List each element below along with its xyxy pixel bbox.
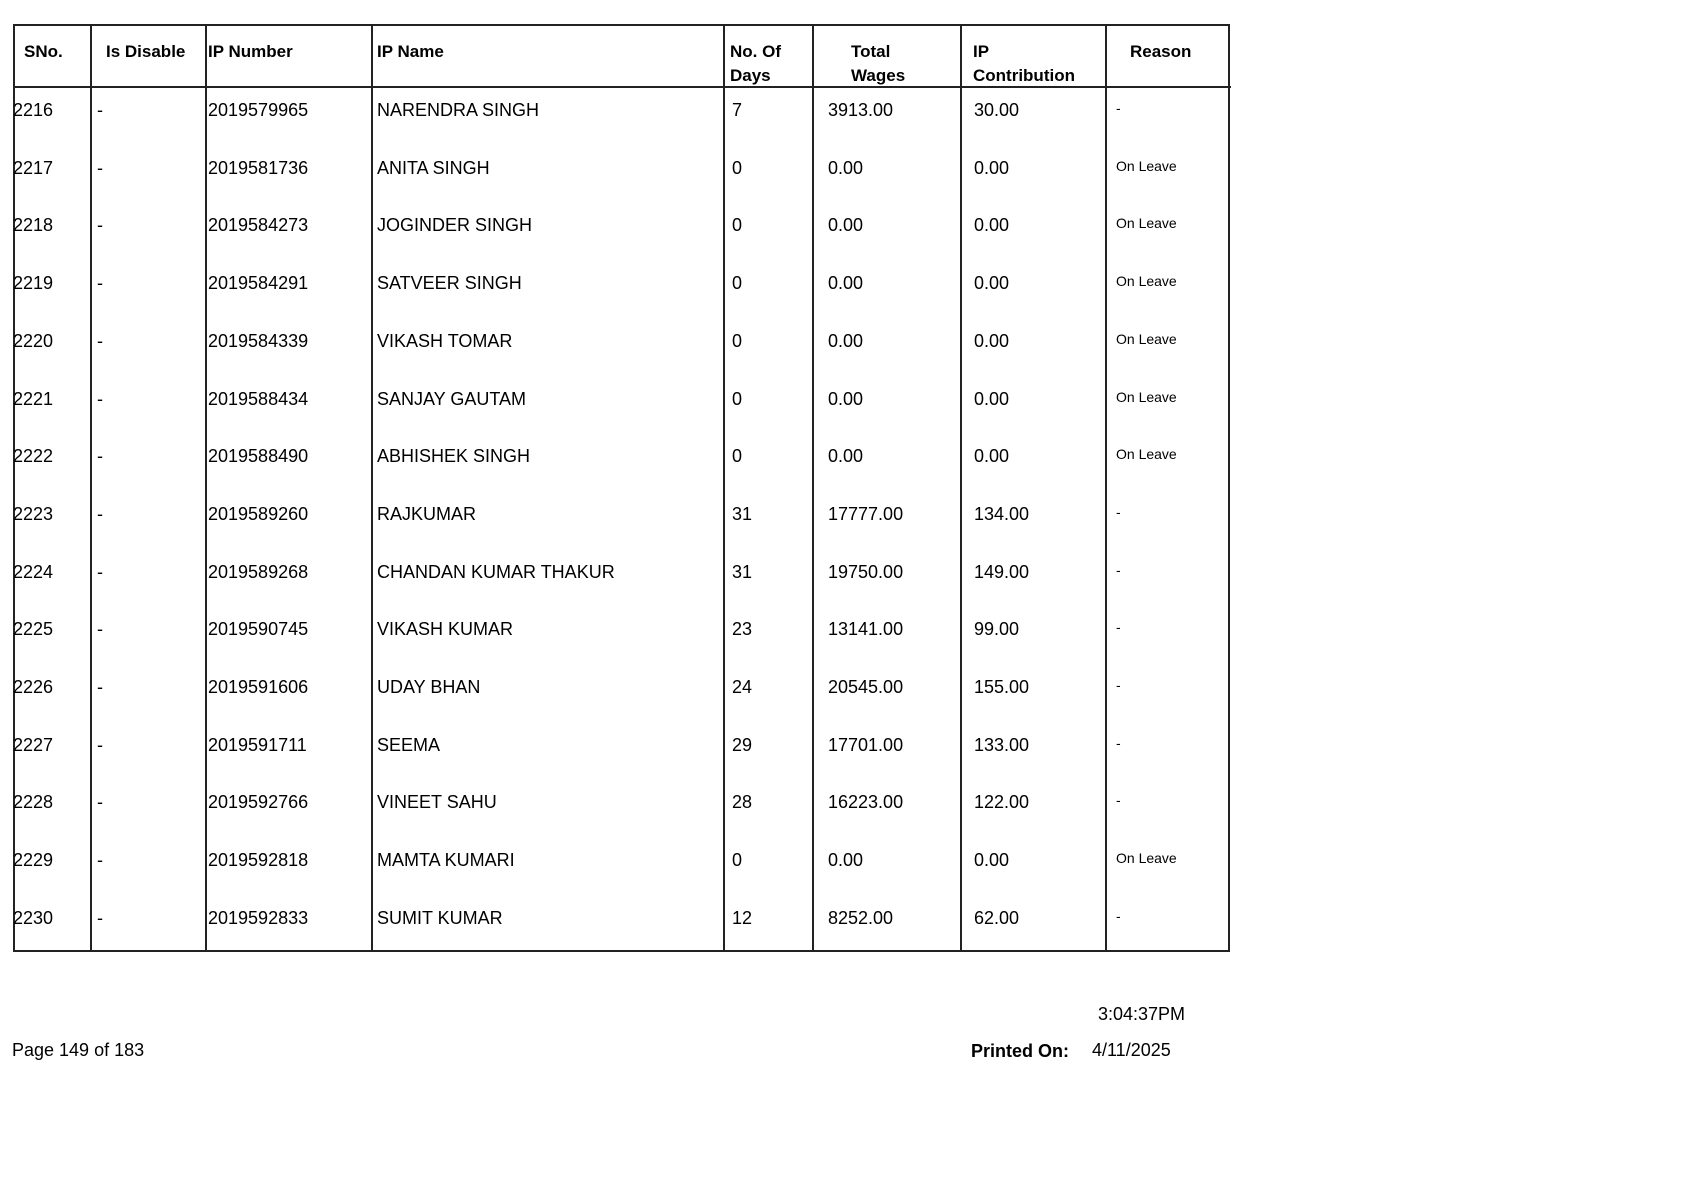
cell-days: 7 [732, 100, 743, 120]
cell-ip-name: ANITA SINGH [377, 157, 490, 178]
cell-days: 28 [732, 792, 753, 813]
cell-days: 24 [732, 677, 753, 697]
cell-reason: On Leave [1116, 273, 1177, 290]
column-divider [812, 26, 814, 950]
cell-reason: - [1116, 907, 1121, 924]
cell-ip-contribution: 30.00 [974, 100, 1020, 120]
header-ip-contribution [973, 40, 1075, 88]
cell-sno: 2221 [13, 388, 54, 409]
cell-sno: 2230 [13, 907, 54, 928]
cell-ip-number: 2019579965 [208, 100, 309, 120]
cell-total-wages: 0.00 [828, 388, 864, 409]
cell-sno: 2222 [13, 446, 54, 467]
cell-ip-number: 2019581736 [208, 157, 309, 178]
header-total-wages-line1: Total [851, 42, 891, 61]
cell-ip-contribution: 155.00 [974, 677, 1030, 697]
cell-days: 0 [732, 446, 743, 467]
header-ip-contribution-line1: IP [973, 42, 990, 61]
header-no-of-days-line2: Days [730, 66, 771, 85]
cell-sno: 2220 [13, 330, 54, 351]
cell-total-wages: 17701.00 [828, 734, 904, 755]
header-ip-number: IP Number [208, 42, 293, 61]
cell-ip-contribution: 62.00 [974, 907, 1020, 928]
cell-total-wages: 13141.00 [828, 619, 904, 640]
cell-days: 0 [732, 215, 743, 236]
cell-days: 23 [732, 619, 753, 640]
cell-ip-contribution: 0.00 [974, 388, 1010, 409]
cell-sno: 2224 [13, 561, 54, 582]
cell-sno: 2217 [13, 157, 54, 178]
header-ip-name: IP Name [377, 42, 444, 61]
cell-total-wages: 0.00 [828, 215, 864, 236]
cell-total-wages: 0.00 [828, 157, 864, 178]
cell-reason: On Leave [1116, 850, 1177, 867]
cell-total-wages: 0.00 [828, 330, 864, 351]
cell-reason: On Leave [1116, 446, 1177, 463]
column-divider [1105, 26, 1107, 950]
cell-total-wages: 8252.00 [828, 907, 894, 928]
header-no-of-days-line1: No. Of [730, 42, 781, 61]
cell-ip-name: ABHISHEK SINGH [377, 446, 531, 467]
cell-ip-name: SANJAY GAUTAM [377, 388, 527, 409]
cell-reason: - [1116, 619, 1121, 636]
cell-ip-number: 2019584291 [208, 273, 309, 294]
page-info: Page 149 of 183 [12, 1040, 145, 1060]
cell-sno: 2227 [13, 734, 54, 755]
printed-on-label: Printed On: [971, 1041, 1069, 1061]
cell-is-disable: - [97, 792, 103, 813]
cell-ip-name: NARENDRA SINGH [377, 100, 540, 120]
cell-sno: 2216 [13, 100, 54, 120]
cell-is-disable: - [97, 677, 103, 697]
cell-ip-number: 2019592818 [208, 850, 309, 871]
cell-reason: - [1116, 792, 1121, 809]
cell-is-disable: - [97, 561, 103, 582]
cell-total-wages: 0.00 [828, 446, 864, 467]
cell-ip-contribution: 134.00 [974, 503, 1030, 524]
cell-ip-name: MAMTA KUMARI [377, 850, 515, 871]
cell-days: 0 [732, 273, 743, 294]
cell-is-disable: - [97, 446, 103, 467]
printed-date: 4/11/2025 [1092, 1040, 1171, 1060]
cell-total-wages: 0.00 [828, 850, 864, 871]
cell-reason: On Leave [1116, 330, 1177, 347]
header-no-of-days [730, 40, 781, 88]
column-divider [205, 26, 207, 950]
cell-ip-number: 2019584339 [208, 330, 309, 351]
cell-ip-name: VIKASH TOMAR [377, 330, 513, 351]
cell-ip-contribution: 122.00 [974, 792, 1030, 813]
cell-reason: - [1116, 561, 1121, 578]
cell-reason: - [1116, 503, 1121, 520]
cell-days: 0 [732, 157, 743, 178]
cell-sno: 2226 [13, 677, 54, 697]
cell-ip-number: 2019592833 [208, 907, 309, 928]
cell-ip-number: 2019584273 [208, 215, 309, 236]
cell-days: 31 [732, 503, 753, 524]
cell-total-wages: 0.00 [828, 273, 864, 294]
cell-ip-number: 2019590745 [208, 619, 309, 640]
cell-ip-number: 2019588434 [208, 388, 309, 409]
cell-ip-name: VINEET SAHU [377, 792, 497, 813]
cell-ip-contribution: 0.00 [974, 273, 1010, 294]
column-divider [960, 26, 962, 950]
cell-ip-contribution: 99.00 [974, 619, 1020, 640]
cell-ip-number: 2019591606 [208, 677, 309, 697]
cell-ip-contribution: 0.00 [974, 330, 1010, 351]
cell-ip-contribution: 0.00 [974, 850, 1010, 871]
cell-is-disable: - [97, 100, 103, 120]
cell-ip-name: SEEMA [377, 734, 441, 755]
cell-ip-contribution: 0.00 [974, 157, 1010, 178]
cell-days: 31 [732, 561, 753, 582]
cell-ip-contribution: 149.00 [974, 561, 1030, 582]
cell-reason: On Leave [1116, 157, 1177, 174]
cell-ip-contribution: 0.00 [974, 215, 1010, 236]
header-is-disable: Is Disable [106, 42, 186, 61]
cell-total-wages: 3913.00 [828, 100, 894, 120]
cell-is-disable: - [97, 619, 103, 640]
cell-total-wages: 16223.00 [828, 792, 904, 813]
cell-ip-name: VIKASH KUMAR [377, 619, 514, 640]
cell-ip-name: SATVEER SINGH [377, 273, 522, 294]
cell-days: 29 [732, 734, 753, 755]
cell-ip-name: SUMIT KUMAR [377, 907, 503, 928]
cell-total-wages: 19750.00 [828, 561, 904, 582]
report-table [13, 24, 1230, 952]
column-divider [90, 26, 92, 950]
cell-ip-number: 2019592766 [208, 792, 309, 813]
cell-ip-contribution: 133.00 [974, 734, 1030, 755]
cell-is-disable: - [97, 273, 103, 294]
cell-ip-name: RAJKUMAR [377, 503, 477, 524]
cell-total-wages: 20545.00 [828, 677, 904, 697]
cell-is-disable: - [97, 330, 103, 351]
cell-is-disable: - [97, 388, 103, 409]
cell-days: 12 [732, 907, 753, 928]
cell-sno: 2218 [13, 215, 54, 236]
cell-is-disable: - [97, 734, 103, 755]
cell-sno: 2225 [13, 619, 54, 640]
header-total-wages-line2: Wages [851, 66, 906, 85]
cell-ip-name: JOGINDER SINGH [377, 215, 533, 236]
cell-total-wages: 17777.00 [828, 503, 904, 524]
cell-ip-contribution: 0.00 [974, 446, 1010, 467]
column-divider [723, 26, 725, 950]
header-ip-contribution-line2: Contribution [973, 66, 1075, 85]
cell-reason: - [1116, 734, 1121, 751]
header-reason: Reason [1130, 42, 1192, 61]
cell-sno: 2223 [13, 503, 54, 524]
cell-ip-number: 2019588490 [208, 446, 309, 467]
cell-reason: - [1116, 677, 1121, 693]
cell-days: 0 [732, 330, 743, 351]
cell-ip-number: 2019589260 [208, 503, 309, 524]
cell-reason: - [1116, 100, 1121, 116]
cell-ip-number: 2019589268 [208, 561, 309, 582]
cell-sno: 2219 [13, 273, 54, 294]
cell-sno: 2228 [13, 792, 54, 813]
cell-is-disable: - [97, 157, 103, 178]
cell-ip-number: 2019591711 [208, 734, 307, 755]
cell-is-disable: - [97, 215, 103, 236]
header-total-wages [851, 40, 905, 88]
cell-reason: On Leave [1116, 388, 1177, 405]
cell-sno: 2229 [13, 850, 54, 871]
column-divider [371, 26, 373, 950]
printed-time: 3:04:37PM [1098, 1004, 1186, 1024]
cell-ip-name: UDAY BHAN [377, 677, 481, 697]
cell-days: 0 [732, 388, 743, 409]
cell-days: 0 [732, 850, 743, 871]
cell-ip-name: CHANDAN KUMAR THAKUR [377, 561, 615, 582]
cell-is-disable: - [97, 907, 103, 928]
header-sno: SNo. [24, 42, 63, 61]
cell-is-disable: - [97, 503, 103, 524]
cell-reason: On Leave [1116, 215, 1177, 232]
cell-is-disable: - [97, 850, 103, 871]
